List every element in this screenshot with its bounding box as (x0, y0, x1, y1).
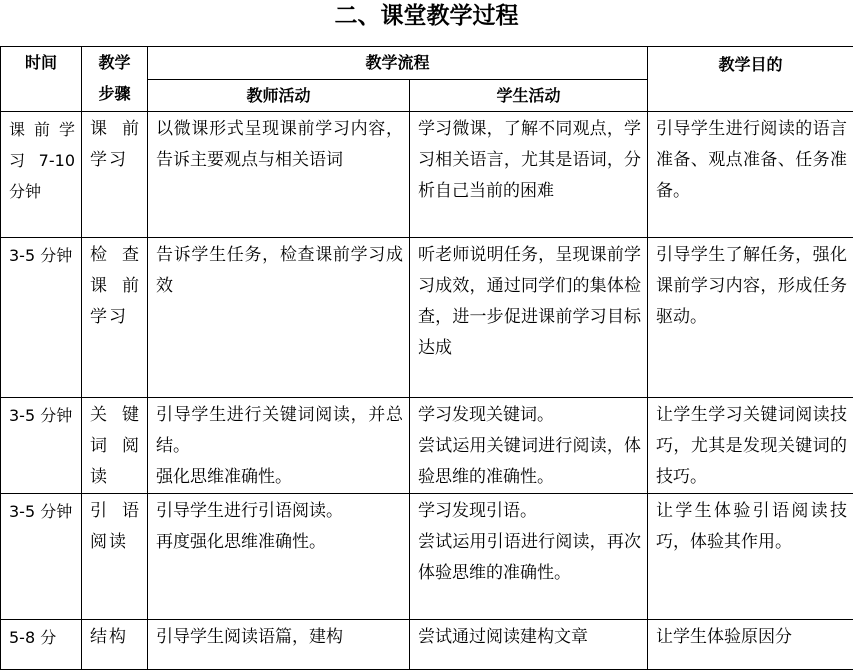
header-step (82, 47, 148, 112)
cell-step-text: 检查课前学习 (82, 238, 147, 333)
cell-time-text: 3-5 分钟 (1, 398, 81, 431)
cell-time (1, 494, 82, 620)
cell-time (1, 238, 82, 398)
cell-time-text: 5-8 分 (1, 620, 81, 653)
cell-student-activity (410, 620, 648, 670)
cell-step-text: 结构 (82, 620, 147, 653)
header-step-line2: 步骤 (82, 78, 147, 109)
header-aim: 教学目的 (648, 47, 853, 112)
cell-aim (648, 620, 853, 670)
cell-student-activity (410, 238, 648, 398)
cell-time-text: 3-5 分钟 (1, 238, 81, 271)
cell-step (82, 238, 148, 398)
cell-teacher-activity (148, 398, 410, 494)
cell-time-text: 3-5 分钟 (1, 494, 81, 527)
cell-teacher-activity (148, 620, 410, 670)
teaching-process-table (0, 46, 853, 670)
header-step-line1: 教学 (82, 47, 147, 78)
cell-teacher-activity (148, 112, 410, 238)
cell-student-activity-text: 学习发现关键词。 尝试运用关键词进行阅读，体验思维的准确性。 (410, 398, 647, 493)
cell-aim-text: 引导学生进行阅读的语言准备、观点准备、任务准备。 (648, 112, 853, 207)
cell-teacher-activity (148, 494, 410, 620)
cell-student-activity (410, 494, 648, 620)
cell-student-activity (410, 398, 648, 494)
cell-time-text: 课 前 学习 7-10 分钟 (1, 112, 81, 207)
table-body (1, 112, 853, 670)
cell-step (82, 620, 148, 670)
cell-teacher-activity-text: 引导学生进行关键词阅读，并总结。 强化思维准确性。 (148, 398, 409, 493)
cell-aim-text: 让学生体验引语阅读技巧，体验其作用。 (648, 494, 853, 558)
cell-aim-text: 让学生学习关键词阅读技巧，尤其是发现关键词的技巧。 (648, 398, 853, 493)
cell-student-activity-text: 听老师说明任务，呈现课前学习成效，通过同学们的集体检查，进一步促进课前学习目标达成 (410, 238, 647, 364)
cell-teacher-activity-text: 以微课形式呈现课前学习内容，告诉主要观点与相关语词 (148, 112, 409, 176)
cell-step-text: 引语阅读 (82, 494, 147, 558)
table-row (1, 398, 853, 494)
header-flow: 教学流程 (148, 47, 648, 80)
cell-teacher-activity-text: 引导学生进行引语阅读。 再度强化思维准确性。 (148, 494, 409, 558)
cell-step-text: 关键词阅读 (82, 398, 147, 493)
cell-aim (648, 238, 853, 398)
table-row (1, 112, 853, 238)
header-student: 学生活动 (410, 80, 648, 112)
cell-step (82, 398, 148, 494)
cell-step (82, 112, 148, 238)
cell-step (82, 494, 148, 620)
cell-time (1, 620, 82, 670)
cell-aim (648, 494, 853, 620)
cell-student-activity (410, 112, 648, 238)
cell-teacher-activity-text: 引导学生阅读语篇，建构 (148, 620, 409, 653)
cell-aim-text: 引导学生了解任务，强化课前学习内容，形成任务驱动。 (648, 238, 853, 333)
cell-teacher-activity-text: 告诉学生任务，检查课前学习成效 (148, 238, 409, 302)
cell-step-text: 课前学习 (82, 112, 147, 176)
table-row (1, 620, 853, 670)
cell-aim (648, 398, 853, 494)
cell-time (1, 112, 82, 238)
cell-student-activity-text: 学习发现引语。 尝试运用引语进行阅读，再次体验思维的准确性。 (410, 494, 647, 589)
cell-student-activity-text: 学习微课，了解不同观点，学习相关语言，尤其是语词，分析自己当前的困难 (410, 112, 647, 207)
section-title: 二、课堂教学过程 (0, 0, 853, 44)
header-time: 时间 (1, 47, 82, 112)
cell-aim-text: 让学生体验原因分 (648, 620, 853, 653)
table-row (1, 238, 853, 398)
cell-aim (648, 112, 853, 238)
cell-student-activity-text: 尝试通过阅读建构文章 (410, 620, 647, 653)
cell-time (1, 398, 82, 494)
header-teacher: 教师活动 (148, 80, 410, 112)
table-row (1, 494, 853, 620)
cell-teacher-activity (148, 238, 410, 398)
